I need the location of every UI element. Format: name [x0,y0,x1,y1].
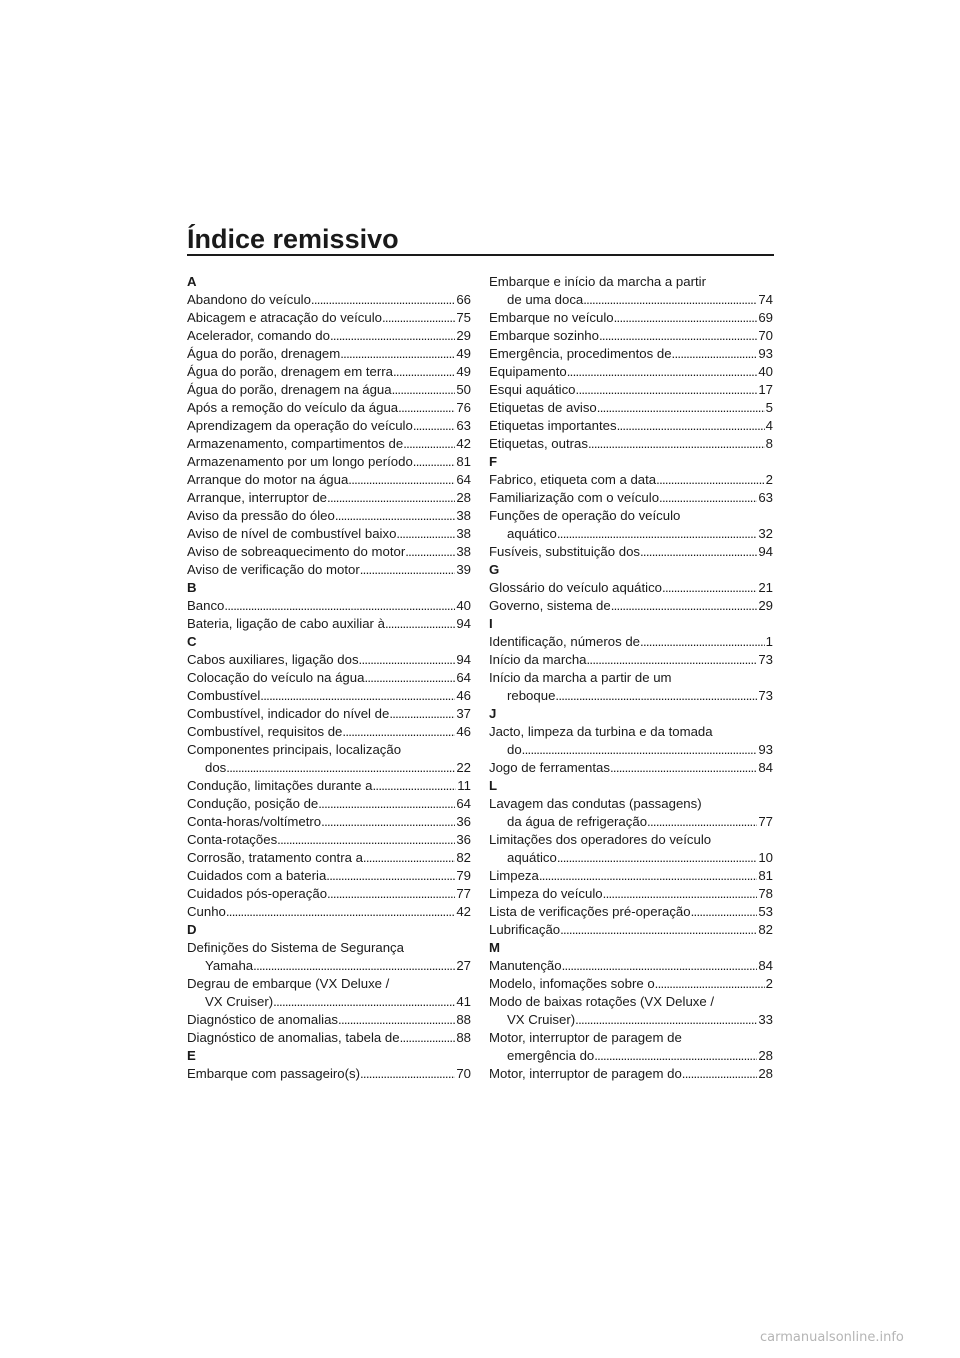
dot-leader [392,381,456,399]
index-entry [187,471,471,489]
dot-leader [575,1011,757,1029]
index-entry [489,399,773,417]
index-entry [187,687,471,705]
index-entry-term: Após a remoção do veículo da água [187,400,399,415]
dot-leader [273,993,455,1011]
index-entry [187,417,471,435]
index-entry-term: emergência do [507,1048,595,1063]
index-entry-term: reboque [507,688,556,703]
index-entry-term: Corrosão, tratamento contra a [187,850,363,865]
index-entry-term: Arranque, interruptor de [187,490,328,505]
dot-leader [562,957,758,975]
index-section-letter: L [489,778,498,793]
dot-leader [522,741,758,759]
dot-leader [659,489,757,507]
index-entry-term: Aprendizagem da operação do veículo [187,418,413,433]
dot-leader [405,543,455,561]
index-entry-page: 2 [765,976,773,991]
dot-leader [342,723,455,741]
index-entry-term: Diagnóstico de anomalias, tabela de [187,1030,400,1045]
index-entry [489,489,773,507]
index-entry-page: 36 [456,814,471,829]
dot-leader [385,615,455,633]
index-entry-page: 42 [456,436,471,451]
index-entry [187,795,471,813]
index-section-letter: A [187,274,197,289]
dot-leader [318,795,455,813]
index-entry-page: 88 [456,1030,471,1045]
index-entry-page: 70 [456,1066,471,1081]
index-entry [187,345,471,363]
dot-leader [398,399,455,417]
index-entry [489,309,773,327]
index-entry-page: 94 [456,652,471,667]
index-entry-page: 77 [758,814,773,829]
index-entry-term: da água de refrigeração [507,814,648,829]
index-entry [187,381,471,399]
dot-leader [224,597,455,615]
index-entry-page: 70 [758,328,773,343]
index-entry-page: 63 [758,490,773,505]
dot-leader [277,831,455,849]
dot-leader [583,291,757,309]
title-divider [187,254,774,256]
index-entry-page: 79 [456,868,471,883]
index-entry-page: 93 [758,346,773,361]
index-entry-page: 39 [456,562,471,577]
index-entry [489,651,773,669]
index-entry [489,903,773,921]
dot-leader [672,345,758,363]
index-entry-term: Yamaha [205,958,254,973]
index-entry [187,1065,471,1083]
index-entry [187,993,471,1011]
dot-leader [610,759,757,777]
index-entry-term: Acelerador, comando do [187,328,330,343]
index-section-letter: J [489,706,497,721]
index-entry [489,633,773,651]
index-entry-page: 27 [456,958,471,973]
index-entry [187,669,471,687]
index-entry-term: Embarque com passageiro(s) [187,1066,360,1081]
dot-leader [364,669,455,687]
index-entry-page: 73 [758,652,773,667]
index-entry-term: Limpeza do veículo [489,886,603,901]
dot-leader [555,687,757,705]
index-entry-page: 94 [456,616,471,631]
index-entry-term: Água do porão, drenagem na água [187,382,392,397]
index-entry-page: 81 [758,868,773,883]
index-entry-page: 1 [765,634,773,649]
index-entry-term: aquático [507,526,557,541]
dot-leader [327,885,455,903]
dot-leader [597,399,765,417]
index-entry-page: 53 [758,904,773,919]
index-entry-page: 84 [758,760,773,775]
index-entry [489,849,773,867]
index-entry-term: Fusíveis, substituição dos [489,544,640,559]
index-entry-page: 28 [758,1048,773,1063]
index-entry [187,309,471,327]
index-entry-term: Esqui aquático [489,382,576,397]
index-entry-term: Etiquetas importantes [489,418,617,433]
index-entry-page: 21 [758,580,773,595]
dot-leader [400,1029,456,1047]
index-entry-page: 22 [456,760,471,775]
dot-leader [557,525,757,543]
index-entry-page: 93 [758,742,773,757]
index-entry [489,867,773,885]
index-entry [187,453,471,471]
dot-leader [557,849,757,867]
dot-leader [413,417,456,435]
dot-leader [253,957,455,975]
index-entry-term: Modelo, infomações sobre o [489,976,655,991]
dot-leader [311,291,455,309]
page-title: Índice remissivo [187,224,399,254]
index-entry-term: Conta-horas/voltímetro [187,814,322,829]
index-entry-page: 40 [758,364,773,379]
index-entry-term: Jogo de ferramentas [489,760,610,775]
index-entry [187,435,471,453]
index-entry-page: 38 [456,508,471,523]
index-entry [489,327,773,345]
index-entry-page: 33 [758,1012,773,1027]
index-entry-page: 78 [758,886,773,901]
index-entry-term: Identificação, números de [489,634,641,649]
index-entry-page: 94 [758,544,773,559]
index-entry-page: 64 [456,472,471,487]
dot-leader [603,885,758,903]
index-entry-term: Governo, sistema de [489,598,611,613]
index-entry-term: Equipamento [489,364,567,379]
index-section-letter: B [187,580,197,595]
dot-leader [594,1047,757,1065]
index-entry [489,1047,773,1065]
index-entry-page: 69 [758,310,773,325]
index-entry-term: Diagnóstico de anomalias [187,1012,339,1027]
index-section-letter: E [187,1048,196,1063]
index-entry-page: 8 [765,436,773,451]
index-entry-page: 28 [456,490,471,505]
index-entry-page: 11 [457,778,471,793]
dot-leader [640,633,765,651]
dot-leader [655,975,765,993]
index-entry-page: 82 [456,850,471,865]
dot-leader [335,507,455,525]
index-entry-term: Abandono do veículo [187,292,311,307]
index-section-letter: D [187,922,197,937]
index-entry-term: dos [205,760,227,775]
index-entry-term: de uma doca [507,292,584,307]
index-entry-term: VX Cruiser) [507,1012,576,1027]
index-entry-page: 75 [456,310,471,325]
index-entry [489,579,773,597]
index-entry [187,813,471,831]
index-entry-term: Colocação do veículo na água [187,670,365,685]
index-entry-page: 64 [456,796,471,811]
index-entry-term: Banco [187,598,225,613]
index-entry-heading: Lavagem das condutas (passagens) [489,796,702,811]
index-entry-term: Condução, limitações durante a [187,778,373,793]
index-entry-page: 49 [456,346,471,361]
index-entry-page: 29 [456,328,471,343]
index-entry-page: 38 [456,544,471,559]
index-column-left [187,273,471,1083]
index-entry [187,327,471,345]
index-entry-term: Aviso de sobreaquecimento do motor [187,544,406,559]
index-entry-term: Cabos auxiliares, ligação dos [187,652,359,667]
index-entry [187,291,471,309]
index-entry-term: Conta-rotações [187,832,278,847]
index-entry-term: Bateria, ligação de cabo auxiliar à [187,616,385,631]
dot-leader [539,867,757,885]
index-entry-term: Etiquetas, outras [489,436,588,451]
index-entry [187,651,471,669]
index-entry-term: Água do porão, drenagem [187,346,341,361]
index-entry [489,759,773,777]
index-entry-page: 40 [456,598,471,613]
index-entry [489,741,773,759]
index-entry-term: VX Cruiser) [205,994,274,1009]
index-entry [489,957,773,975]
index-entry [187,1011,471,1029]
index-entry [187,615,471,633]
index-entry [489,921,773,939]
index-entry-term: Aviso de verificação do motor [187,562,360,577]
index-entry-page: 76 [456,400,471,415]
index-entry-term: Aviso de nível de combustível baixo [187,526,397,541]
dot-leader [326,867,455,885]
index-entry-page: 32 [758,526,773,541]
dot-leader [691,903,758,921]
dot-leader [226,759,455,777]
index-entry [489,471,773,489]
index-entry [489,885,773,903]
dot-leader [363,849,455,867]
index-entry-page: 38 [456,526,471,541]
index-entry-page: 63 [456,418,471,433]
index-entry-term: Lista de verificações pré-operação [489,904,691,919]
index-entry-heading: Limitações dos operadores do veículo [489,832,712,847]
index-entry-heading: Degrau de embarque (VX Deluxe / [187,976,390,991]
index-entry-term: Embarque no veículo [489,310,614,325]
index-entry [187,903,471,921]
index-entry [489,381,773,399]
dot-leader [614,309,758,327]
index-entry [187,363,471,381]
index-entry-page: 81 [456,454,471,469]
dot-leader [599,327,757,345]
index-entry-term: Água do porão, drenagem em terra [187,364,393,379]
index-entry [489,687,773,705]
index-entry [187,1029,471,1047]
dot-leader [360,1065,455,1083]
index-entry-heading: Funções de operação do veículo [489,508,681,523]
dot-leader [340,345,455,363]
index-section-letter: M [489,940,500,955]
dot-leader [682,1065,758,1083]
index-column-right [489,273,773,1083]
index-entry-heading: Início da marcha a partir de um [489,670,672,685]
index-entry-page: 10 [758,850,773,865]
index-entry-term: Combustível, indicador do nível de [187,706,390,721]
index-entry-term: Aviso da pressão do óleo [187,508,335,523]
index-entry-page: 73 [758,688,773,703]
index-entry-heading: Componentes principais, localização [187,742,402,757]
index-entry-term: Abicagem e atracação do veículo [187,310,382,325]
index-entry-term: Armazenamento, compartimentos de [187,436,404,451]
dot-leader [360,561,456,579]
index-entry-term: Fabrico, etiqueta com a data [489,472,657,487]
index-entry-term: Limpeza [489,868,539,883]
index-entry-page: 46 [456,724,471,739]
index-entry-page: 49 [456,364,471,379]
index-entry-term: Armazenamento por um longo período [187,454,413,469]
dot-leader [576,381,758,399]
dot-leader [617,417,765,435]
index-entry-term: Início da marcha [489,652,587,667]
dot-leader [372,777,456,795]
dot-leader [260,687,455,705]
index-entry-page: 74 [758,292,773,307]
index-entry-term: Cuidados pós-operação [187,886,328,901]
index-section-letter: F [489,454,498,469]
dot-leader [226,903,455,921]
index-entry-page: 50 [456,382,471,397]
dot-leader [327,489,455,507]
index-entry [187,399,471,417]
index-entry-page: 17 [758,382,773,397]
index-entry-term: aquático [507,850,557,865]
dot-leader [393,363,455,381]
index-section-letter: G [489,562,500,577]
index-entry [187,777,471,795]
index-entry-term: Combustível, requisitos de [187,724,343,739]
index-entry [187,561,471,579]
dot-leader [413,453,456,471]
index-entry [489,345,773,363]
index-entry [489,975,773,993]
index-entry-page: 28 [758,1066,773,1081]
index-entry [187,525,471,543]
index-entry-term: Cuidados com a bateria [187,868,327,883]
index-entry [187,723,471,741]
index-entry-page: 66 [456,292,471,307]
index-entry-page: 2 [765,472,773,487]
index-entry-page: 42 [456,904,471,919]
index-entry-term: Arranque do motor na água [187,472,349,487]
index-entry [187,867,471,885]
index-entry [187,831,471,849]
index-entry-page: 64 [456,670,471,685]
index-entry-page: 77 [456,886,471,901]
index-entry [489,1065,773,1083]
index-entry-heading: Modo de baixas rotações (VX Deluxe / [489,994,715,1009]
index-entry-heading: Jacto, limpeza da turbina e da tomada [489,724,713,739]
index-entry-term: Embarque sozinho [489,328,599,343]
index-section-letter: I [489,616,493,631]
index-entry [489,291,773,309]
index-entry-page: 36 [456,832,471,847]
index-entry-heading: Embarque e início da marcha a partir [489,274,706,289]
index-entry [489,417,773,435]
dot-leader [382,309,455,327]
dot-leader [656,471,765,489]
index-entry-page: 46 [456,688,471,703]
dot-leader [662,579,757,597]
index-entry-term: Motor, interruptor de paragem do [489,1066,682,1081]
dot-leader [396,525,455,543]
index-entry-term: Cunho [187,904,226,919]
index-entry-page: 41 [456,994,471,1009]
index-section-letter: C [187,634,197,649]
index-entry-page: 84 [758,958,773,973]
index-entry [187,489,471,507]
index-entry-term: Manutenção [489,958,562,973]
index-entry-term: Familiarização com o veículo [489,490,660,505]
index-entry [489,435,773,453]
index-entry-page: 82 [758,922,773,937]
dot-leader [403,435,455,453]
dot-leader [560,921,757,939]
index-entry [187,885,471,903]
index-entry [187,957,471,975]
index-entry [489,543,773,561]
dot-leader [588,435,765,453]
index-entry [489,525,773,543]
dot-leader [338,1011,455,1029]
index-entry [187,543,471,561]
dot-leader [321,813,455,831]
dot-leader [611,597,758,615]
dot-leader [359,651,456,669]
index-entry [187,597,471,615]
index-entry-term: Emergência, procedimentos de [489,346,672,361]
index-entry [489,597,773,615]
index-entry [489,813,773,831]
dot-leader [587,651,758,669]
index-entry-page: 5 [765,400,773,415]
index-entry-term: Etiquetas de aviso [489,400,597,415]
index-entry-page: 29 [758,598,773,613]
dot-leader [330,327,455,345]
index-entry-heading: Motor, interruptor de paragem de [489,1030,682,1045]
index-entry [187,759,471,777]
dot-leader [567,363,758,381]
index-entry-term: Lubrificação [489,922,561,937]
index-entry-term: do [507,742,522,757]
watermark-footer: carmanualsonline.info [760,1330,904,1345]
dot-leader [348,471,455,489]
index-entry [489,1011,773,1029]
index-entry-term: Combustível [187,688,261,703]
index-entry [187,705,471,723]
index-entry-term: Condução, posição de [187,796,319,811]
index-entry-term: Glossário do veículo aquático [489,580,663,595]
index-entry [187,849,471,867]
index-entry [489,363,773,381]
index-entry-page: 4 [765,418,773,433]
index-entry-page: 88 [456,1012,471,1027]
index-entry [187,507,471,525]
index-entry-heading: Definições do Sistema de Segurança [187,940,404,955]
dot-leader [389,705,455,723]
dot-leader [647,813,757,831]
dot-leader [640,543,757,561]
index-entry-page: 37 [456,706,471,721]
